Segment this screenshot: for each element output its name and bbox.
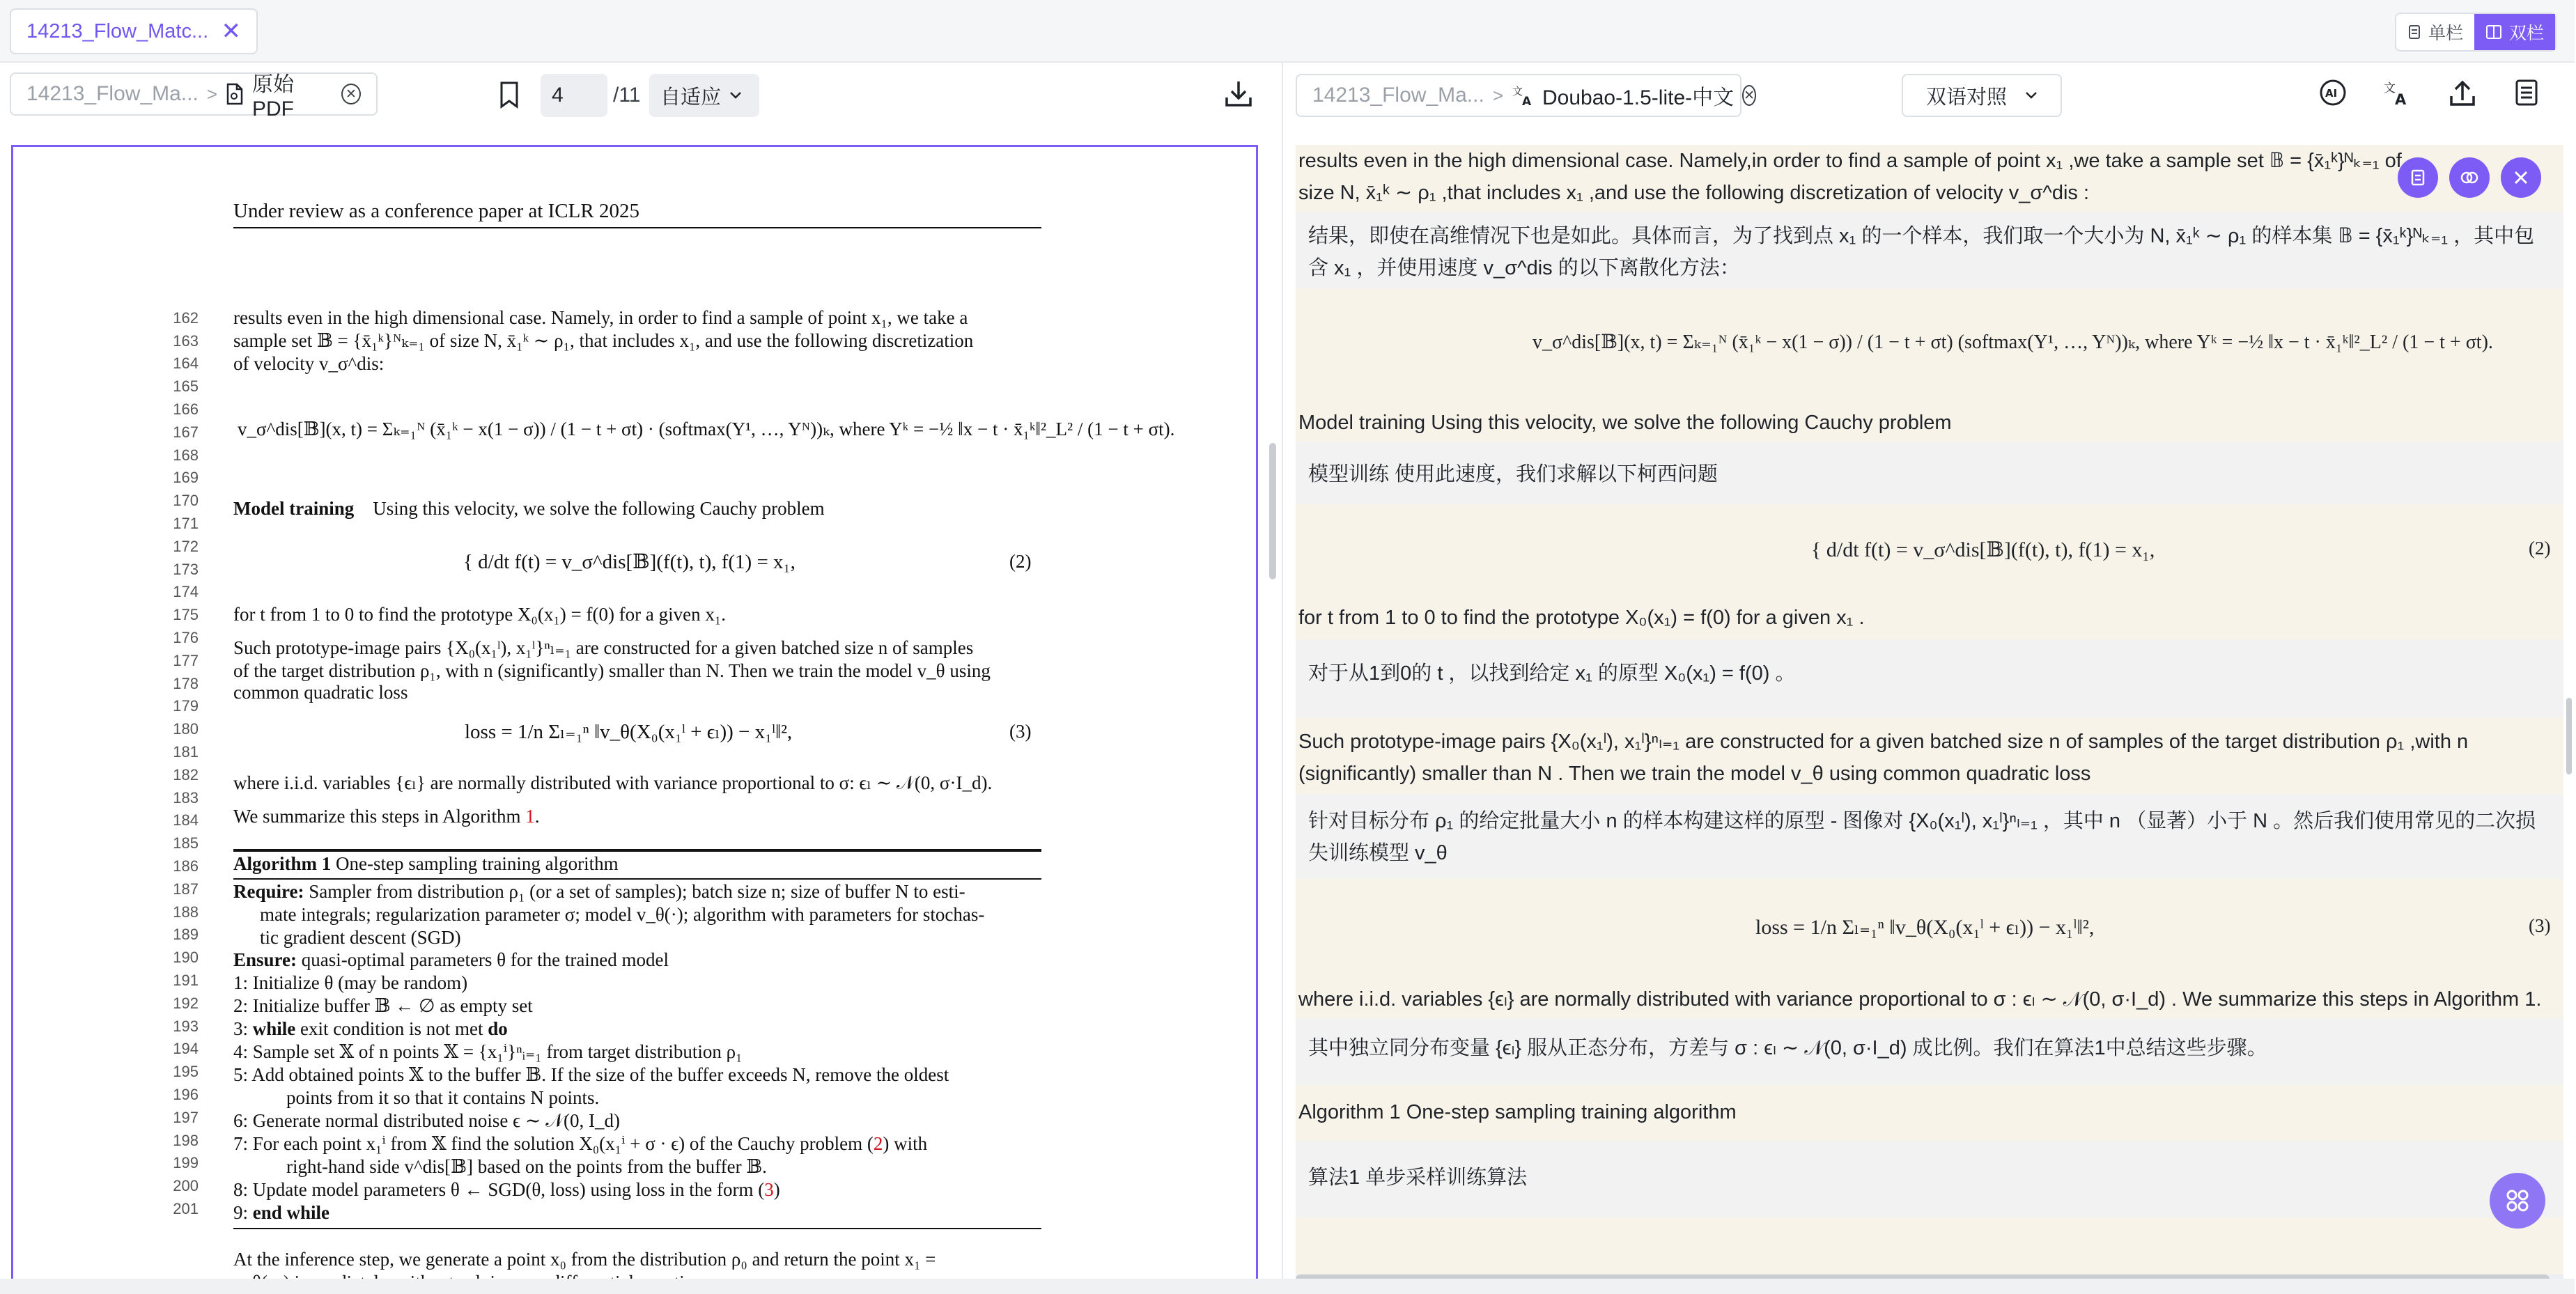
line-number: 185 <box>173 834 199 852</box>
mode-label: 双语对照 <box>1925 86 2007 109</box>
paragraph-zh <box>1296 212 2563 288</box>
pdf-text-line: results even in the high dimensional case. Namely, in order to find a sample of point x₁, we take a <box>233 307 968 328</box>
right-breadcrumb-file[interactable]: 14213_Flow_Ma... <box>1312 84 1484 107</box>
line-number: 163 <box>173 332 199 350</box>
line-number: 168 <box>173 446 199 464</box>
svg-text:A: A <box>2395 91 2407 108</box>
line-number: 171 <box>173 515 199 532</box>
keyword-do: do <box>488 1018 508 1039</box>
line-number: 181 <box>173 743 199 761</box>
paragraph-text: 对于从1到0的 t ，以找到给定 x₁ 的原型 X₀(x₁) = f(0) 。 <box>1308 662 1796 685</box>
step-text: ) with <box>883 1133 928 1154</box>
line-number: 195 <box>173 1063 199 1080</box>
pdf-text-line <box>233 949 1041 971</box>
line-number: 173 <box>173 561 199 578</box>
bookmark-icon[interactable] <box>499 81 520 109</box>
pdf-text-line: where i.i.d. variables {ϵₗ} are normally distributed with variance proportional to σ: ϵₗ ∼ 𝒩(0, σ·I_d). <box>233 772 993 793</box>
left-toolbar <box>0 63 1279 146</box>
link-icon <box>2459 167 2480 188</box>
paragraph-text: 针对目标分布 ρ₁ 的给定批量大小 n 的样本构建这样的原型 - 图像对 {X₀(x₁ˡ), x₁ˡ}ⁿₗ₌₁ ，其中 n （显著）小于 N 。然后我们使用常见的二次损失训练模型 v_θ <box>1308 810 2536 864</box>
line-number: 199 <box>173 1154 199 1171</box>
equation-block <box>1296 879 2563 983</box>
line-number: 179 <box>173 697 199 715</box>
paragraph-text: Algorithm 1 One-step sampling training algorithm <box>1298 1101 1737 1123</box>
paragraph-zh <box>1296 1141 2563 1217</box>
line-number: 172 <box>173 538 199 555</box>
model-training-heading: Model training <box>233 498 355 519</box>
ai-icon[interactable] <box>2318 78 2348 107</box>
require-label: Require: <box>233 881 304 902</box>
algorithm-link[interactable]: 1 <box>525 806 535 827</box>
pdf-equation-3: loss = 1/n Σₗ₌₁ⁿ ‖v_θ(X₀(x₁ˡ + ϵₗ)) − x₁ˡ‖², <box>465 721 793 743</box>
svg-text:A: A <box>1522 95 1532 109</box>
paragraph-zh <box>1296 794 2563 879</box>
close-circle-icon[interactable]: ✕ <box>341 84 361 104</box>
page-number-input[interactable]: 4 <box>541 74 607 117</box>
close-tab-icon[interactable]: ✕ <box>221 18 241 45</box>
svg-text:AI: AI <box>2325 87 2338 100</box>
pdf-text-line <box>233 1179 1041 1201</box>
pdf-file-icon <box>226 83 244 105</box>
close-circle-icon[interactable]: ✕ <box>1742 85 1756 106</box>
apps-icon <box>2504 1187 2531 1215</box>
step-number: 9: <box>233 1202 253 1223</box>
line-number: 187 <box>173 880 199 898</box>
paragraph-en <box>1296 602 2563 639</box>
step-text: 7: For each point x₁ⁱ from 𝕏 find the solution X₀(x₁ⁱ + σ · ϵ) of the Cauchy problem ( <box>233 1133 874 1154</box>
paragraph-text: results even in the high dimensional case. Namely,in order to find a sample of point x₁ ,we take a sample set 𝔹 = {x̄₁ᵏ}ᴺₖ₌₁ of size N, x̄₁ᵏ ∼ ρ₁ ,that includes x₁ ,and use the following discretization of velocity v_σ^dis : <box>1298 150 2402 204</box>
pdf-text-line <box>233 1202 1041 1224</box>
line-number: 191 <box>173 972 199 989</box>
double-column-button[interactable] <box>2474 14 2555 50</box>
pdf-text-line: tic gradient descent (SGD) <box>260 927 461 948</box>
single-column-button[interactable] <box>2396 14 2474 50</box>
equation-1: v_σ^dis[𝔹](x, t) = Σₖ₌₁ᴺ (x̄₁ᵏ − x(1 − σ)) / (1 − t + σt) (softmax(Y¹, …, Yᴺ))ₖ, where Yᵏ = −½ ‖x − t · x̄₁ᵏ‖²_L² / (1 − t + σt). <box>1533 332 2493 353</box>
pdf-text-line <box>233 1133 1041 1155</box>
original-pdf-pane <box>0 63 1279 1294</box>
pdf-text-line: for t from 1 to 0 to find the prototype X₀(x₁) = f(0) for a given x₁. <box>233 604 727 625</box>
step-text: 8: Update model parameters θ ← SGD(θ, loss) using loss in the form ( <box>233 1179 765 1200</box>
original-pdf-text: 原始 PDF <box>252 73 294 120</box>
paragraph-zh <box>1296 639 2563 717</box>
line-number: 178 <box>173 675 199 692</box>
paragraph-en <box>1296 983 2563 1018</box>
chevron-right-icon: > <box>1492 84 1503 106</box>
right-scrollbar[interactable] <box>2566 698 2572 774</box>
line-number: 197 <box>173 1109 199 1126</box>
line-number: 186 <box>173 857 199 875</box>
pdf-text-line: Such prototype-image pairs {X₀(x₁ˡ), x₁ˡ}ⁿₗ₌₁ are constructed for a given batched size n of samples <box>233 637 974 658</box>
bilingual-content <box>1296 145 2570 1294</box>
algorithm-title-bold: Algorithm 1 <box>233 853 332 874</box>
close-icon <box>2513 169 2529 186</box>
paragraph-text: Model training Using this velocity, we solve the following Cauchy problem <box>1298 412 1952 434</box>
chevron-down-icon <box>2025 91 2038 100</box>
keyword-while: while <box>252 1018 296 1039</box>
equation-block <box>1296 288 2563 407</box>
paragraph-text: for t from 1 to 0 to find the prototype X₀(x₁) = f(0) for a given x₁ . <box>1298 607 1865 629</box>
pdf-text-line: common quadratic loss <box>233 682 408 703</box>
keyword-end-while: end while <box>252 1202 330 1223</box>
step-text: ) <box>773 1179 780 1200</box>
double-column-label: 双栏 <box>2508 24 2544 43</box>
single-column-label: 单栏 <box>2428 24 2463 43</box>
pdf-text-line: sample set 𝔹 = {x̄₁ᵏ}ᴺₖ₌₁ of size N, x̄₁ᵏ ∼ ρ₁, that includes x₁, and use the following discretization <box>233 330 974 351</box>
chevron-down-icon <box>729 91 742 100</box>
left-scrollbar[interactable] <box>1269 443 1276 579</box>
chevron-right-icon: > <box>206 83 217 104</box>
equation-number: (3) <box>2529 915 2551 936</box>
line-number: 165 <box>173 377 199 395</box>
pdf-text-line: 2: Initialize buffer 𝔹 ← ∅ as empty set <box>233 995 533 1016</box>
pdf-text-line: points from it so that it contains N points. <box>286 1087 600 1108</box>
double-column-icon <box>2485 24 2502 40</box>
step-text: exit condition is not met <box>295 1018 488 1039</box>
line-number: 177 <box>173 652 199 669</box>
pdf-text-line: At the inference step, we generate a point x₀ from the distribution ρ₀ and return the point x₁ = <box>233 1249 936 1270</box>
algorithm-top-rule <box>233 849 1041 852</box>
paragraph-text: where i.i.d. variables {ϵₗ} are normally distributed with variance proportional to σ : ϵₗ ∼ 𝒩(0, σ·I_d) . We summarize this steps in Algorithm 1. <box>1298 988 2542 1011</box>
line-number: 170 <box>173 492 199 509</box>
page-total: /11 <box>613 84 641 107</box>
paragraph-zh <box>1296 1018 2563 1085</box>
top-tab-bar <box>0 0 2575 63</box>
algorithm-title-text: One-step sampling training algorithm <box>331 853 619 874</box>
model-training-text: Using this velocity, we solve the following Cauchy problem <box>373 498 825 519</box>
line-number: 166 <box>173 400 199 418</box>
line-number: 167 <box>173 423 199 441</box>
translate-icon <box>1512 84 1535 107</box>
pdf-text-line <box>233 881 1041 903</box>
zoom-select[interactable] <box>649 74 759 117</box>
bilingual-mode-select[interactable] <box>1902 74 2062 117</box>
pdf-text-line: right-hand side v^dis[𝔹] based on the points from the buffer 𝔹. <box>286 1156 767 1177</box>
close-action-button[interactable] <box>2501 157 2541 198</box>
line-number: 200 <box>173 1177 199 1194</box>
algorithm-mid-rule <box>233 878 1041 880</box>
zoom-label: 自适应 <box>660 86 722 109</box>
step-number: 3: <box>233 1018 253 1039</box>
line-number: 196 <box>173 1086 199 1103</box>
summary-text: We summarize this steps in Algorithm <box>233 806 526 827</box>
copy-icon <box>2408 168 2428 187</box>
pdf-equation-2: { d/dt f(t) = v_σ^dis[𝔹](f(t), t), f(1) = x₁, <box>463 551 796 573</box>
paragraph-text: 其中独立同分布变量 {ϵₗ} 服从正态分布，方差与 σ : ϵₗ ∼ 𝒩(0, σ·I_d) 成比例。我们在算法1中总结这些步骤。 <box>1308 1037 2267 1059</box>
pdf-page <box>11 145 1258 1294</box>
line-number: 192 <box>173 995 199 1012</box>
line-number: 176 <box>173 629 199 646</box>
pdf-text-line: of the target distribution ρ₁, with n (significantly) smaller than N. Then we train the model v_θ using <box>233 660 991 681</box>
ensure-label: Ensure: <box>233 949 297 970</box>
paragraph-en <box>1296 407 2563 442</box>
pdf-text-line <box>233 498 1041 520</box>
model-name: Doubao-1.5-lite-中文 <box>1542 86 1735 109</box>
bottom-bar <box>0 1279 2575 1294</box>
line-number: 175 <box>173 606 199 623</box>
paragraph-en <box>1296 1085 2563 1141</box>
document-list-icon[interactable] <box>2512 78 2541 107</box>
file-tab-title: 14213_Flow_Matc... <box>26 20 209 42</box>
single-column-icon <box>2407 24 2421 40</box>
left-breadcrumb-file[interactable]: 14213_Flow_Ma... <box>26 82 199 105</box>
copy-action-button[interactable] <box>2398 157 2438 198</box>
svg-text:文: 文 <box>2384 81 2396 95</box>
translate-settings-icon[interactable] <box>2382 78 2412 107</box>
download-icon[interactable] <box>1223 78 1254 109</box>
pdf-text-line: We summarize this steps in Algorithm 1. <box>233 806 540 827</box>
pdf-text-line: mate integrals; regularization parameter σ; model v_θ(·); algorithm with parameters for stochas- <box>260 904 985 925</box>
pdf-text-line: of velocity v_σ^dis: <box>233 353 385 374</box>
line-number: 189 <box>173 926 199 943</box>
equation-number: (2) <box>2529 538 2551 559</box>
algorithm-bottom-rule <box>233 1228 1041 1229</box>
left-breadcrumb[interactable] <box>10 72 378 120</box>
equation-2: { d/dt f(t) = v_σ^dis[𝔹](f(t), t), f(1) = x₁, <box>1811 538 2155 561</box>
translation-pane <box>1282 63 2575 1294</box>
export-icon[interactable] <box>2448 78 2477 107</box>
paragraph-zh <box>1296 442 2563 504</box>
equation-3: loss = 1/n Σₗ₌₁ⁿ ‖v_θ(X₀(x₁ˡ + ϵₗ)) − x₁ˡ‖², <box>1755 916 2095 939</box>
pdf-text-line: 4: Sample set 𝕏 of n points 𝕏 = {x₁ⁱ}ⁿᵢ₌₁ from target distribution ρ₁ <box>233 1041 743 1062</box>
pdf-text-line <box>233 1018 1041 1040</box>
pdf-equation-1: v_σ^dis[𝔹](x, t) = Σₖ₌₁ᴺ (x̄₁ᵏ − x(1 − σ)) / (1 − t + σt) · (softmax(Y¹, …, Yᴺ))ₖ, where Yᵏ = −½ ‖x − t · x̄₁ᵏ‖²_L² / (1 − t + σt). <box>238 419 1175 439</box>
apps-menu-button[interactable] <box>2490 1173 2545 1229</box>
paragraph-text: Such prototype-image pairs {X₀(x₁ˡ), x₁ˡ}ⁿₗ₌₁ are constructed for a given batched size n of samples of the target distribution ρ₁ ,with n (significantly) smaller than N . Then we train the model v_θ using common quadratic loss <box>1298 731 2469 785</box>
paragraph-en <box>1296 145 2563 212</box>
line-number: 164 <box>173 354 199 372</box>
right-toolbar <box>1283 63 2576 132</box>
original-pdf-label <box>226 67 333 121</box>
line-number: 180 <box>173 720 199 738</box>
line-number: 194 <box>173 1040 199 1057</box>
line-number: 162 <box>173 309 199 327</box>
paragraph-en <box>1296 717 2563 794</box>
file-tab[interactable] <box>10 8 258 54</box>
line-number: 169 <box>173 469 199 486</box>
view-toggle <box>2395 13 2556 52</box>
line-number: 190 <box>173 949 199 966</box>
equation-block <box>1296 504 2563 602</box>
link-action-button[interactable] <box>2449 157 2490 198</box>
right-breadcrumb[interactable] <box>1296 74 1755 117</box>
equation-number: (3) <box>1009 721 1032 742</box>
line-number: 174 <box>173 583 199 600</box>
paragraph-text: 算法1 单步采样训练算法 <box>1308 1167 1528 1189</box>
equation-link[interactable]: 3 <box>764 1179 774 1200</box>
line-number: 184 <box>173 811 199 829</box>
ensure-text: quasi-optimal parameters θ for the trained model <box>297 949 669 970</box>
paragraph-text: 结果，即使在高维情况下也是如此。具体而言，为了找到点 x₁ 的一个样本，我们取一个大小为 N, x̄₁ᵏ ∼ ρ₁ 的样本集 𝔹 = {x̄₁ᵏ}ᴺₖ₌₁ ，其中包含 x₁ ，并使用速度 v_σ^dis 的以下离散化方法： <box>1308 225 2535 279</box>
pdf-text-line: 5: Add obtained points 𝕏 to the buffer 𝔹. If the size of the buffer exceeds N, remove the oldest <box>233 1064 949 1085</box>
line-number: 198 <box>173 1132 199 1149</box>
pdf-text-line: 1: Initialize θ (may be random) <box>233 972 468 993</box>
equation-link[interactable]: 2 <box>873 1133 883 1154</box>
translation-model-label <box>1512 80 1734 111</box>
line-number: 182 <box>173 766 199 784</box>
svg-text:文: 文 <box>1512 85 1523 98</box>
algorithm-title <box>233 853 1041 875</box>
paragraph-text: 模型训练 使用此速度，我们求解以下柯西问题 <box>1308 463 1718 485</box>
pdf-text-line: 6: Generate normal distributed noise ϵ ∼ 𝒩(0, I_d) <box>233 1110 621 1131</box>
require-text: Sampler from distribution ρ₁ (or a set of samples); batch size n; size of buffer N to esti- <box>304 881 965 902</box>
line-number: 188 <box>173 903 199 921</box>
equation-number: (2) <box>1009 551 1032 572</box>
line-number: 193 <box>173 1018 199 1035</box>
line-number: 201 <box>173 1200 199 1217</box>
pdf-header: Under review as a conference paper at ICLR 2025 <box>233 200 1041 228</box>
line-number: 183 <box>173 789 199 806</box>
